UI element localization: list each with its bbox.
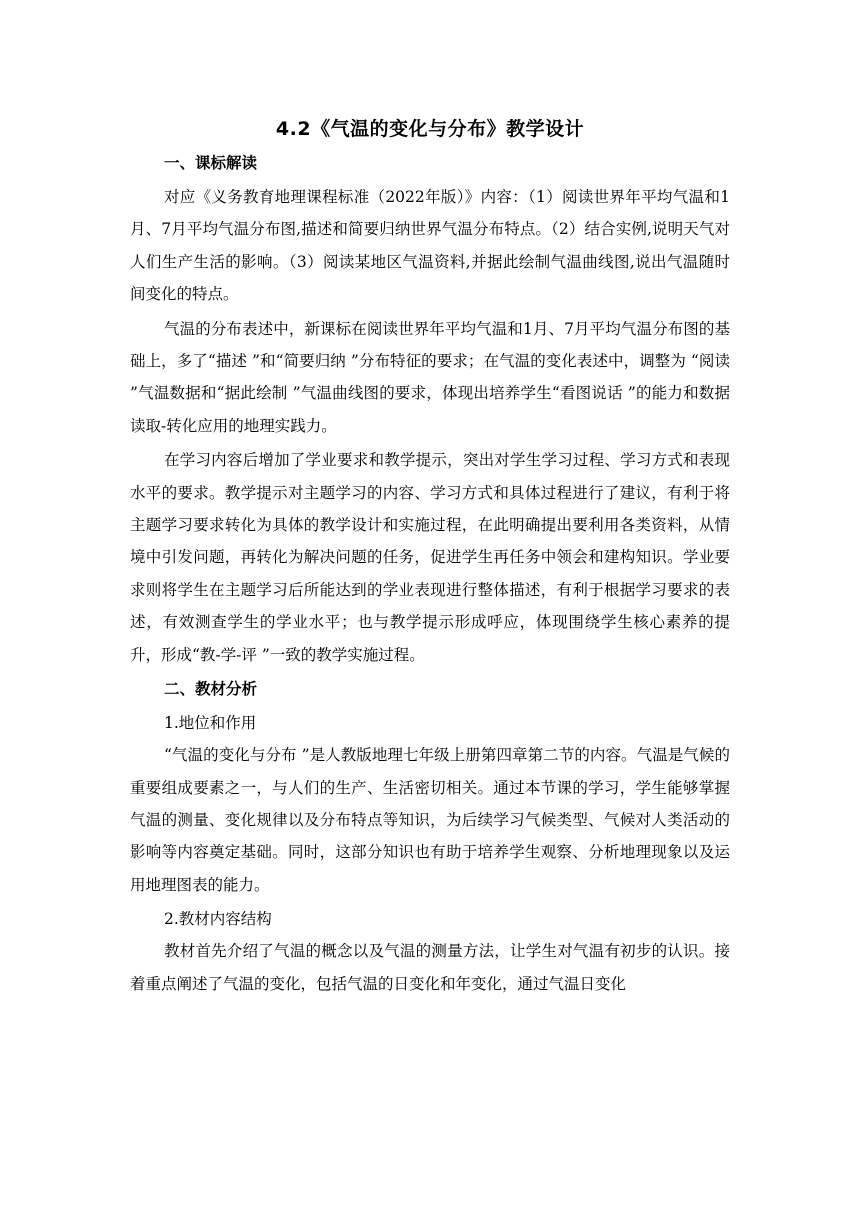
paragraph-curriculum-1: 对应《义务教育地理课程标准（2022年版）》内容：（1）阅读世界年平均气温和1月、7月平均气温分布图,描述和简要归纳世界气温分布特点。（2）结合实例,说明天气对人们生产生活的影响。（3）阅读某地区气温资料,并据此绘制气温曲线图,说出气温随时间变化的特点。	[130, 188, 730, 304]
paragraph-curriculum-2: 气温的分布表述中，新课标在阅读世界年平均气温和1月、7月平均气温分布图的基础上，多了“描述 ”和“简要归纳 ”分布特征的要求；在气温的变化表述中，调整为 “阅读 ”气温数据和“据此绘制 ”气温曲线图的要求，体现出培养学生“看图说话 ”的能力和数据读取-转化应用的地理实践力。	[130, 319, 730, 435]
paragraph-structure: 教材首先介绍了气温的概念以及气温的测量方法，让学生对气温有初步的认识。接着重点阐述了气温的变化，包括气温的日变化和年变化，通过气温日变化	[130, 942, 730, 993]
section-heading-textbook: 二、教材分析	[164, 680, 258, 699]
section-heading-curriculum: 一、课标解读	[164, 154, 258, 172]
paragraph-curriculum-3: 在学习内容后增加了学业要求和教学提示，突出对学生学习过程、学习方式和表现水平的要求。教学提示对主题学习的内容、学习方式和具体过程进行了建议，有利于将主题学习要求转化为具体的教学设计和实施过程，在此明确提出要利用各类资料，从情境中引发问题，再转化为解决问题的任务，促进学生再任务中领会和建构知识。学业要求则将学生在主题学习后所能达到的学业表现进行整体描述，有利于根据学习要求的表述，有效测查学生的学业水平；也与教学提示形成呼应，体现围绕学生核心素养的提升，形成“教-学-评 ”一致的教学实施过程。	[130, 451, 730, 664]
sub-heading-role: 1.地位和作用	[164, 714, 257, 733]
document-content	[130, 113, 730, 1002]
document-title: 4.2《气温的变化与分布》教学设计	[275, 118, 585, 140]
paragraph-role: “气温的变化与分布 ”是人教版地理七年级上册第四章第二节的内容。气温是气候的重要组成要素之一，与人们的生产、生活密切相关。通过本节课的学习，学生能够掌握气温的测量、变化规律以及分布特点等知识，为后续学习气候类型、气候对人类活动的影响等内容奠定基础。同时，这部分知识也有助于培养学生观察、分析地理现象以及运用地理图表的能力。	[130, 746, 730, 894]
sub-heading-structure: 2.教材内容结构	[164, 910, 272, 929]
